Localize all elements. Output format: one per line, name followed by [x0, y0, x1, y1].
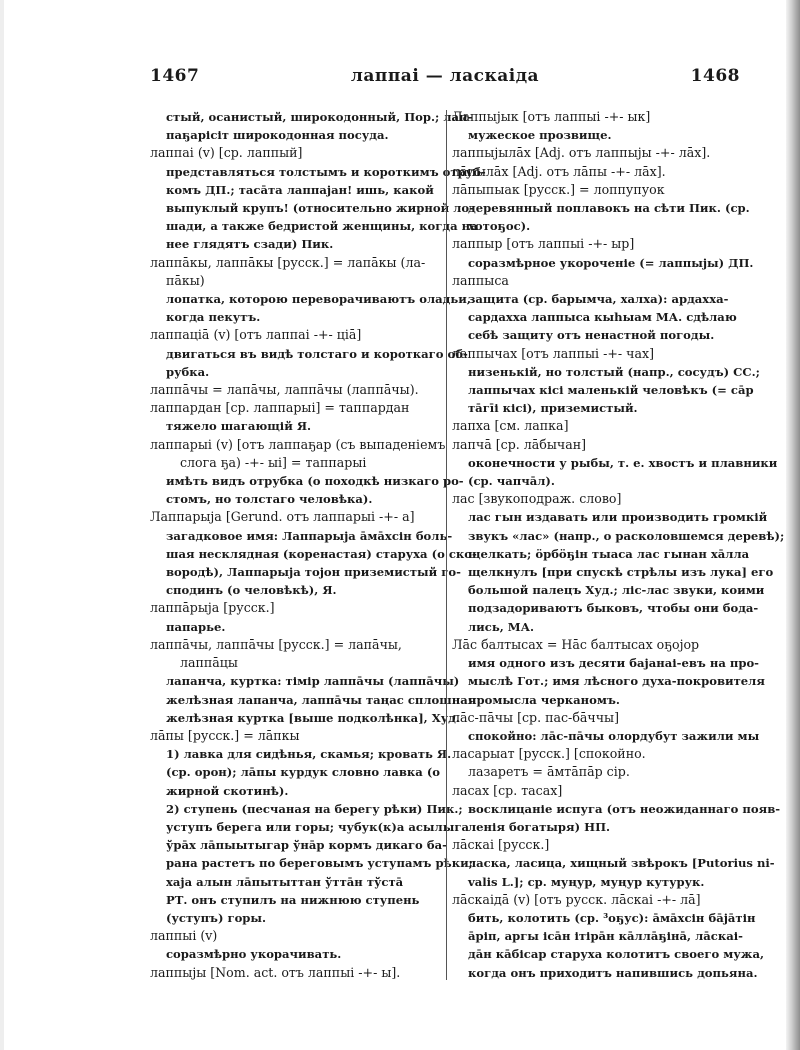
- definition-line: двигаться въ видѣ толстаго и короткаго об-: [166, 346, 468, 361]
- right-column: [452, 108, 785, 988]
- definition-line: подзадориваютъ быковъ, чтобы они бода-: [468, 601, 759, 616]
- headword-line: лаппыр [отъ лаппыі -+- ыр]: [452, 236, 635, 252]
- definition-line: лаппычах кісі маленькій человѣкъ (= сāр: [468, 383, 754, 398]
- definition-line: хотоҕос).: [468, 219, 531, 234]
- definition-line: звукъ «лас» (напр., о расколовшемся деревѣ);: [468, 528, 785, 543]
- headword-line: лаппāчы = лапāчы, лаппāчы (лаппāчы).: [150, 382, 419, 398]
- definition-line: (уступъ) горы.: [166, 910, 267, 925]
- definition-line: РТ. онъ ступилъ на нижнюю ступень: [166, 892, 420, 907]
- definition-line: оконечности у рыбы, т. е. хвостъ и плавники: [468, 455, 778, 470]
- headword-line: лас [звукоподраж. слово]: [452, 491, 622, 507]
- headword-line: лāпылāх [Adj. отъ лāпы -+- лāх].: [452, 163, 666, 179]
- scan-right-edge: [786, 0, 800, 1050]
- headword-line: лаппарыі (v) [отъ лаппаҕар (съ выпаденіемъ: [150, 436, 446, 452]
- headword-line: лаппāчы, лаппāчы [русск.] = лапāчы,: [150, 636, 402, 652]
- headword-line: лāпыпыак [русск.] = лоппупуок: [452, 181, 665, 197]
- scan-left-edge: [0, 0, 4, 1050]
- headword-line: лазаретъ = āмтāпāр сір.: [468, 764, 630, 780]
- definition-line: спокойно: лāс-пāчы олордубут зажили мы: [468, 728, 760, 743]
- definition-line: желѣзная лапанча, лаппāчы таңас сплошная: [166, 692, 477, 707]
- definition-line: лопатка, которою переворачиваютъ оладьи,: [166, 292, 471, 307]
- definition-line: ласка, ласица, хищный звѣрокъ [Putorius ni-: [468, 856, 775, 871]
- definition-line: стый, осанистый, широкодонный, Пор.; лап-: [166, 110, 473, 124]
- definition-line: большой палецъ Худ.; ліс-лас звуки, коими: [468, 583, 765, 598]
- headword-line: лāпы [русск.] = лāпкы: [150, 727, 300, 743]
- headword-line: пāкы): [166, 272, 205, 288]
- definition-line: стомъ, но толстаго человѣка).: [166, 492, 373, 507]
- headword-line: Лаппарыjа [Gerund. отъ лаппарыі -+- а]: [150, 509, 415, 525]
- definition-line: нее глядятъ сзади) Пик.: [166, 237, 334, 252]
- definition-line: valis L.]; ср. муңур, муңур кутурук.: [468, 874, 705, 889]
- definition-line: бить, колотить (ср. ³оҕус): āмāхсін бājāтін: [468, 910, 756, 925]
- definition-line: себѣ защиту отъ ненастной погоды.: [468, 328, 715, 343]
- headword-line: лаппāцы: [180, 655, 238, 671]
- definition-line: защита (ср. барымча, халха): ардахха-: [468, 292, 729, 307]
- definition-line: загадковое имя: Лаппарыjа āмāхсін боль-: [166, 528, 453, 543]
- definition-line: (ср. чапчāл).: [468, 474, 555, 489]
- definition-line: соразмѣрно укорачивать.: [166, 947, 342, 962]
- definition-line: жирной скотинѣ).: [166, 783, 289, 798]
- definition-line: рана растетъ по береговымъ уступамъ рѣки;: [166, 856, 473, 871]
- definition-line: папарье.: [166, 619, 226, 634]
- headword-line: лāскаідā (v) [отъ русск. лāскаі -+- лā]: [452, 891, 701, 907]
- definition-line: лись, МА.: [468, 619, 535, 634]
- definition-line: вородѣ), Лаппарыjа тоjон приземистый го-: [166, 565, 461, 580]
- definition-line: 2) ступень (песчаная на берегу рѣки) Пик.;: [166, 801, 463, 816]
- definition-line: хаjа алын лāпытыттан ўттāн тўстā: [166, 874, 404, 889]
- definition-line: имя одного изъ десяти баjанаі-евъ на про-: [468, 656, 759, 671]
- headword-line: слога ҕа) -+- ыі] = таппарыі: [180, 454, 367, 470]
- definition-line: лапанча, куртка: тімір лаппāчы (лаппāчы): [166, 674, 460, 689]
- definition-line: щелкнулъ [при спускѣ стрѣлы изъ лука] его: [468, 565, 774, 580]
- page-number-right: 1468: [690, 66, 740, 86]
- headword-line: лаппыі (v): [150, 928, 218, 944]
- headword-line: ласарыат [русск.] [спокойно.: [452, 746, 646, 762]
- definition-line: тāгīі кісі), приземистый.: [468, 401, 638, 416]
- headword-line: лаппыjылāх [Adj. отъ лаппыjы -+- лāх].: [452, 145, 711, 161]
- headword-line: Лаппыjык [отъ лаппыі -+- ык]: [452, 109, 651, 124]
- headword-line: лаппардан [ср. лаппарыі] = таппардан: [150, 400, 410, 416]
- definition-line: щелкать; ӧрбӧҕін тыаса лас гынан хāлла: [468, 546, 750, 561]
- definition-line: рубка.: [166, 364, 210, 379]
- definition-line: мужеское прозвище.: [468, 128, 612, 143]
- page-header: [150, 66, 740, 94]
- headword-line: лāс-пāчы [ср. пас-бāччы]: [452, 709, 619, 725]
- definition-line: имѣть видъ отрубка (о походкѣ низкаго ро-: [166, 474, 464, 489]
- headword-line: ласах [ср. тасах]: [452, 782, 563, 798]
- definition-line: когда онъ приходитъ напившись допьяна.: [468, 965, 758, 980]
- definition-line: промысла черканомъ.: [468, 692, 620, 707]
- definition-line: мыслѣ Гот.; имя лѣсного духа-покровителя: [468, 674, 765, 689]
- definition-line: 1) лавка для сидѣнья, скамья; кровать Я.: [166, 747, 452, 762]
- definition-line: лас гын издавать или производить громкій: [468, 510, 768, 525]
- definition-line: ўрāх лāпыытыгар ўнāр кормъ дикаго ба-: [166, 838, 447, 853]
- definition-line: дāн кāбісар старуха колотитъ своего мужа,: [468, 947, 764, 962]
- definition-line: шая несклядная (коренастая) старуха (о ско-: [166, 546, 477, 561]
- headword-line: лаппыjы [Nom. act. отъ лаппыі -+- ы].: [150, 964, 401, 980]
- definition-line: деревянный поплавокъ на сѣти Пик. (ср.: [468, 201, 750, 216]
- definition-line: восклицаніе испуга (отъ неожиданнаго появ-: [468, 801, 781, 816]
- headword-line: лаппаціā (v) [отъ лаппаі -+- ціā]: [150, 327, 362, 343]
- definition-line: (ср. орон); лāпы курдук словно лавка (о: [166, 765, 441, 780]
- definition-line: соразмѣрное укороченіе (= лаппыjы) ДП.: [468, 255, 754, 270]
- definition-line: паҕарісіт широкодонная посуда.: [166, 128, 389, 143]
- headword-line: лаппыса: [452, 272, 509, 288]
- definition-line: уступъ берега или горы; чубук(к)а асылыга: [166, 819, 469, 834]
- definition-line: сподинъ (о человѣкѣ), Я.: [166, 583, 337, 598]
- headword-line: лаппāрыjа [русск.]: [150, 600, 275, 616]
- definition-line: сардахха лаппыса кыhыам МА. сдѣлаю: [468, 310, 737, 325]
- definition-line: низенькій, но толстый (напр., сосудъ) СС.;: [468, 364, 760, 379]
- definition-line: āріп, аргы ісāн ітірāн кāллāҕінā, лāскаі-: [468, 929, 743, 944]
- headword-line: лаппаі (v) [ср. лаппый]: [150, 145, 303, 161]
- definition-line: представляться толстымъ и короткимъ отруб-: [166, 164, 486, 179]
- definition-line: шади, а также бедристой женщины, когда на: [166, 219, 478, 234]
- definition-line: выпуклый крупъ! (относительно жирной ло-: [166, 201, 474, 216]
- definition-line: ленія богатыря) НП.: [468, 819, 611, 834]
- headword-line: лаппāкы, лаппāкы [русск.] = лапāкы (ла-: [150, 254, 426, 270]
- headword-line: лāскаі [русск.]: [452, 837, 550, 853]
- headword-line: лапха [см. лапка]: [452, 418, 569, 434]
- column-divider: [446, 110, 447, 980]
- headword-line: лаппычах [отъ лаппыі -+- чах]: [452, 345, 655, 361]
- definition-line: желѣзная куртка [выше подколѣнка], Худ.: [166, 710, 460, 725]
- definition-line: когда пекутъ.: [166, 310, 261, 325]
- definition-line: комъ ДП.; тасāта лаппаjан! ишь, какой: [166, 182, 434, 197]
- page-number-left: 1467: [150, 66, 200, 86]
- definition-line: тяжело шагающій Я.: [166, 419, 312, 434]
- headword-line: Лāс балтысах = Нāс балтысах оҕоjор: [452, 636, 700, 652]
- headword-line: лапчā [ср. лāбычан]: [452, 436, 587, 452]
- running-title: лаппаі — ласкаіда: [350, 66, 540, 86]
